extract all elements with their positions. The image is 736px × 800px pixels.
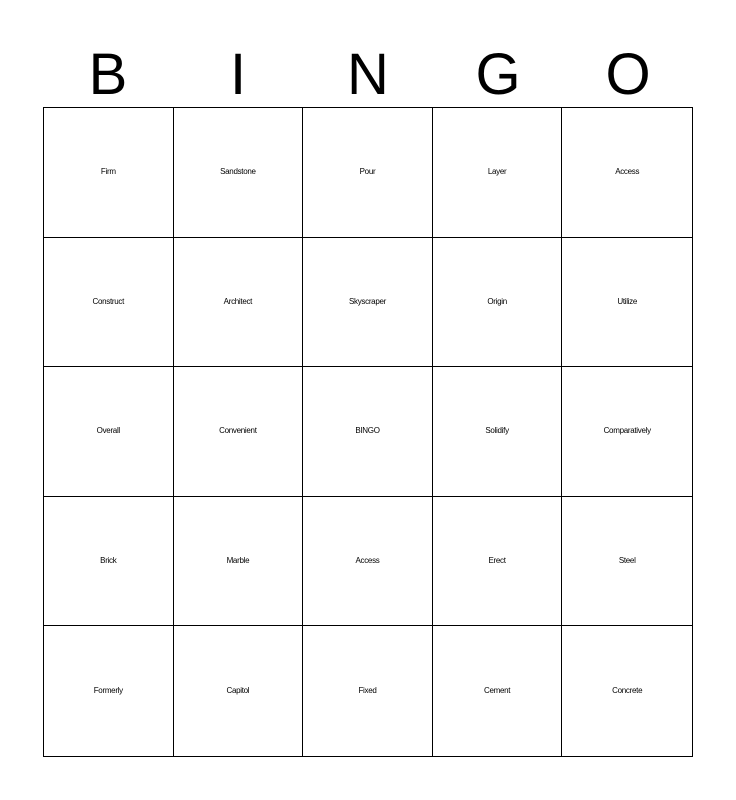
bingo-cell-r4-c5[interactable]: Steel (562, 497, 692, 627)
bingo-cell-r4-c1[interactable]: Brick (44, 497, 174, 627)
bingo-cell-r3-c2[interactable]: Convenient (174, 367, 304, 497)
header-letter-i: I (229, 42, 247, 107)
bingo-cell-r5-c4[interactable]: Cement (433, 626, 563, 756)
bingo-cell-r1-c5[interactable]: Access (562, 108, 692, 238)
bingo-cell-r4-c4[interactable]: Erect (433, 497, 563, 627)
header-letter-b: B (88, 42, 128, 107)
bingo-header (43, 40, 693, 106)
bingo-cell-r5-c3[interactable]: Fixed (303, 626, 433, 756)
bingo-cell-r2-c3[interactable]: Skyscraper (303, 238, 433, 368)
bingo-cell-r3-c4[interactable]: Solidify (433, 367, 563, 497)
bingo-cell-r5-c1[interactable]: Formerly (44, 626, 174, 756)
bingo-cell-r1-c1[interactable]: Firm (44, 108, 174, 238)
bingo-cell-r1-c4[interactable]: Layer (433, 108, 563, 238)
bingo-cell-r3-c3-free[interactable]: BINGO (303, 367, 433, 497)
bingo-cell-r2-c5[interactable]: Utilize (562, 238, 692, 368)
bingo-cell-r2-c1[interactable]: Construct (44, 238, 174, 368)
bingo-cell-r2-c2[interactable]: Architect (174, 238, 304, 368)
bingo-cell-r2-c4[interactable]: Origin (433, 238, 563, 368)
bingo-cell-r4-c3[interactable]: Access (303, 497, 433, 627)
bingo-cell-r3-c5[interactable]: Comparatively (562, 367, 692, 497)
bingo-cell-r5-c5[interactable]: Concrete (612, 686, 643, 696)
bingo-board (43, 107, 693, 757)
bingo-cell-r1-c3[interactable]: Pour (303, 108, 433, 238)
bingo-cell-r4-c2[interactable]: Marble (174, 497, 304, 627)
bingo-cell-r3-c1[interactable]: Overall (44, 367, 174, 497)
header-letter-o: O (605, 42, 651, 107)
bingo-cell-r1-c2[interactable]: Sandstone (174, 108, 304, 238)
header-letter-g: G (475, 42, 521, 107)
header-letter-n: N (347, 42, 389, 107)
bingo-cell-r5-c2[interactable]: Capitol (174, 626, 304, 756)
